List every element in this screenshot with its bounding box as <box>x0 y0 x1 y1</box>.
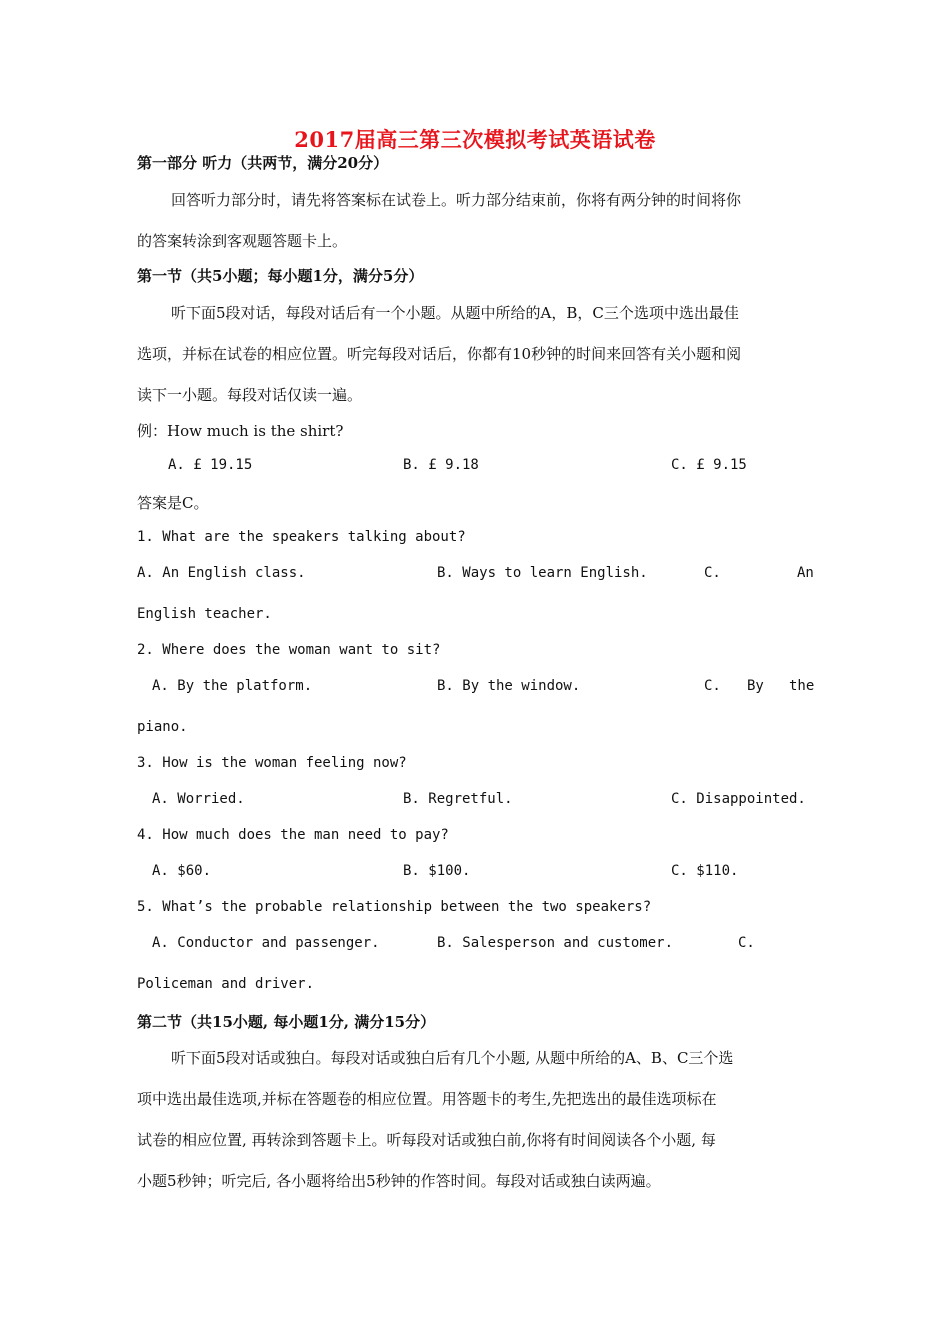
q3-option-b: B. Regretful. <box>403 791 513 807</box>
q2-option-b: B. By the window. <box>437 678 581 694</box>
section2-instr-line4: 小题5秒钟；听完后, 各小题将给出5秒钟的作答时间。每段对话或独白读两遍。 <box>137 1172 661 1190</box>
q5-question: 5. What’s the probable relationship between the two speakers? <box>137 899 652 915</box>
example-option-a: A. £ 19.15 <box>168 457 253 473</box>
q1-option-a: A. An English class. <box>137 565 306 581</box>
page-title: 2017届高三第三次模拟考试英语试卷 <box>294 127 656 152</box>
section1-heading: 第一节（共5小题；每小题1分，满分5分） <box>137 267 424 285</box>
q1-option-c-text: An <box>797 565 814 581</box>
q5-option-c-label: C. <box>738 935 755 951</box>
q2-option-a: A. By the platform. <box>152 678 313 694</box>
q1-option-c-label: C. <box>704 565 721 581</box>
q1-option-b: B. Ways to learn English. <box>437 565 648 581</box>
q5-option-a: A. Conductor and passenger. <box>152 935 380 951</box>
part1-intro-line2: 的答案转涂到客观题答题卡上。 <box>137 232 348 250</box>
q3-option-c: C. Disappointed. <box>671 791 806 807</box>
q5-option-c-cont: Policeman and driver. <box>137 976 315 992</box>
section1-instr-line3: 读下一小题。每段对话仅读一遍。 <box>137 386 363 404</box>
q2-option-c-word1: By <box>747 678 764 694</box>
q3-question: 3. How is the woman feeling now? <box>137 755 407 771</box>
part1-intro-line1: 回答听力部分时，请先将答案标在试卷上。听力部分结束前，你将有两分钟的时间将你 <box>171 191 742 209</box>
example-question: 例：How much is the shirt? <box>137 422 344 440</box>
q4-option-c: C. $110. <box>671 863 739 879</box>
q1-option-c-cont: English teacher. <box>137 606 272 622</box>
section2-instr-line3: 试卷的相应位置, 再转涂到答题卡上。听每段对话或独白前,你将有时间阅读各个小题, 每 <box>137 1131 716 1149</box>
q1-question: 1. What are the speakers talking about? <box>137 529 466 545</box>
section2-instr-line2: 项中选出最佳选项,并标在答题卷的相应位置。用答题卡的考生,先把选出的最佳选项标在 <box>137 1090 717 1108</box>
q3-option-a: A. Worried. <box>152 791 245 807</box>
q5-option-b: B. Salesperson and customer. <box>437 935 674 951</box>
q4-option-b: B. $100. <box>403 863 471 879</box>
q2-option-c-cont: piano. <box>137 719 188 735</box>
q4-question: 4. How much does the man need to pay? <box>137 827 449 843</box>
section1-instr-line1: 听下面5段对话，每段对话后有一个小题。从题中所给的A，B，C三个选项中选出最佳 <box>171 304 739 322</box>
q4-option-a: A. $60. <box>152 863 212 879</box>
q2-question: 2. Where does the woman want to sit? <box>137 642 441 658</box>
part1-heading: 第一部分 听力（共两节，满分20分） <box>137 154 389 172</box>
example-option-c: C. £ 9.15 <box>671 457 747 473</box>
q2-option-c-word2: the <box>789 678 815 694</box>
example-answer: 答案是C。 <box>137 494 209 512</box>
example-option-b: B. £ 9.18 <box>403 457 479 473</box>
section2-instr-line1: 听下面5段对话或独白。每段对话或独白后有几个小题, 从题中所给的A、B、C三个选 <box>171 1049 734 1067</box>
q2-option-c-label: C. <box>704 678 721 694</box>
section2-heading: 第二节（共15小题, 每小题1分, 满分15分） <box>137 1013 436 1031</box>
section1-instr-line2: 选项，并标在试卷的相应位置。听完每段对话后，你都有10秒钟的时间来回答有关小题和阅 <box>137 345 742 363</box>
